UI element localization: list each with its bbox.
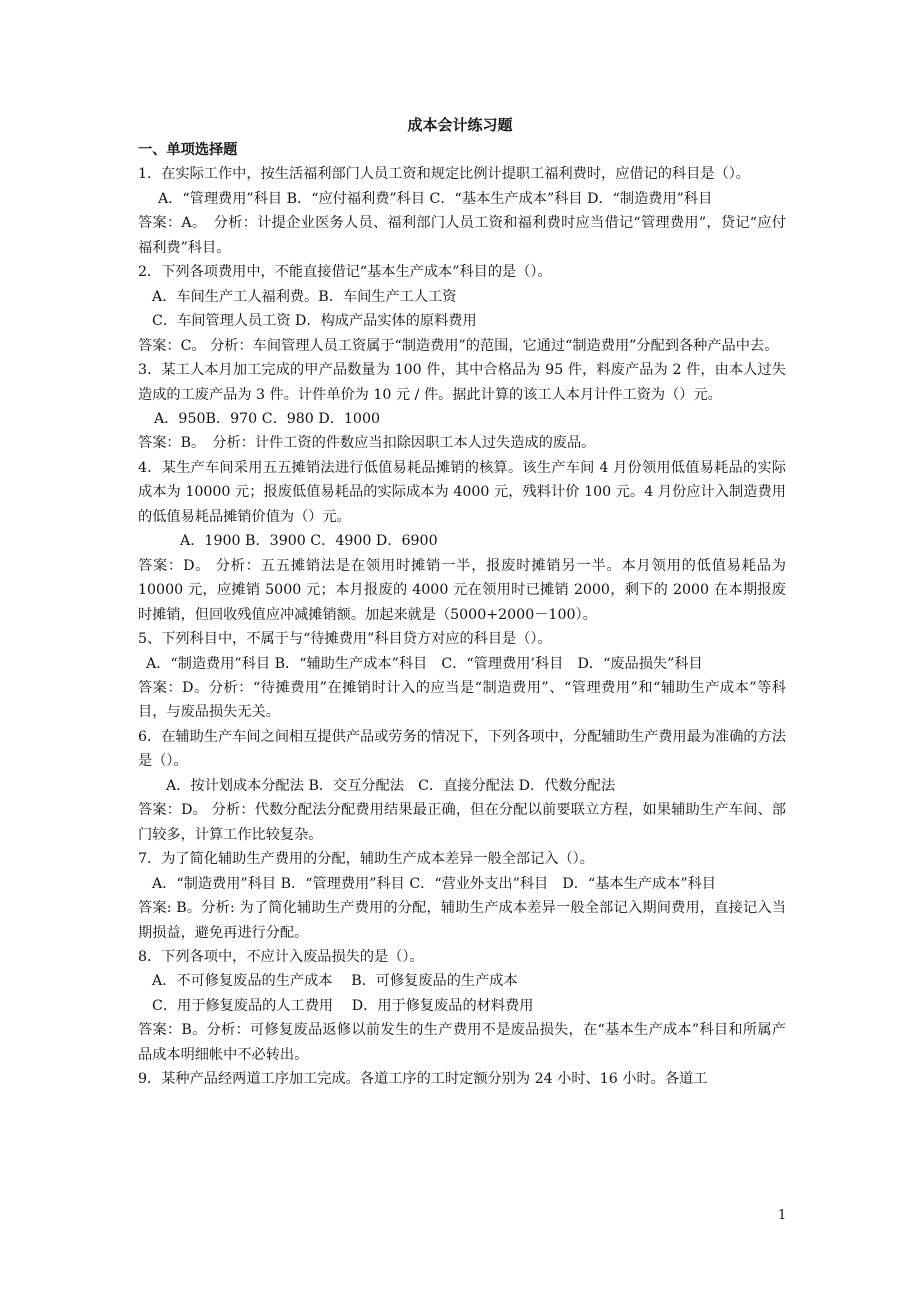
- question-5-options: A．“制造费用”科目 B．“辅助生产成本”科目 C．“管理费用’科目 D．“废品损失”科目: [146, 655, 703, 672]
- question-4-answer: 答案：D。 分析：五五摊销法是在领用时摊销一半，报废时摊销另一半。本月领用的低值易耗品为 10000 元，应摊销 5000 元；本月报废的 4000 元在领用时已摊销 2000，剩下的 2000 在本期报废时摊销，但回收残值应冲减摊销额。加起来就是（5000+2000－100）。: [138, 557, 786, 623]
- question-8-options-ab: A．不可修复废品的生产成本 B．可修复废品的生产成本: [152, 973, 518, 990]
- question-4: 4．某生产车间采用五五摊销法进行低值易耗品摊销的核算。该生产车间 4 月份领用低值易耗品的实际成本为 10000 元；报废低值易耗品的实际成本为 4000 元，残料计价 100 元。4 月份应计入制造费用的低值易耗品摊销价值为（）元。: [138, 459, 786, 525]
- question-3: 3．某工人本月加工完成的甲产品数量为 100 件，其中合格品为 95 件，料废产品为 2 件，由本人过失造成的工废产品为 3 件。计件单价为 10 元 / 件。据此计算的该工人本月计件工资为（）元。: [138, 362, 786, 403]
- section-heading: 一、单项选择题: [138, 142, 238, 158]
- question-5-answer: 答案：D。分析：“待摊费用”在摊销时计入的应当是“制造费用”、“管理费用”和“辅助生产成本”等科目，与废品损失无关。: [138, 679, 786, 721]
- question-9: 9．某种产品经两道工序加工完成。各道工序的工时定额分别为 24 小时、16 小时。各道工: [138, 1071, 708, 1088]
- document-body: [138, 138, 786, 1092]
- question-8: 8．下列各项中，不应计入废品损失的是（）。: [138, 948, 424, 965]
- question-1: 1．在实际工作中，按生活福利部门人员工资和规定比例计提职工福利费时，应借记的科目是（）。: [138, 166, 750, 183]
- question-1-answer: 答案：A。 分析：计提企业医务人员、福利部门人员工资和福利费时应当借记“管理费用”，贷记“应付福利费”科目。: [138, 215, 786, 256]
- question-7: 7．为了简化辅助生产费用的分配，辅助生产成本差异一般全部记入（）。: [138, 851, 594, 868]
- question-2: 2．下列各项费用中，不能直接借记“基本生产成本”科目的是（）。: [138, 264, 552, 281]
- question-7-answer: 答案: B。分析: 为了简化辅助生产费用的分配，辅助生产成本差异一般全部记入期间费用，直接记入当期损益，避免再进行分配。: [138, 900, 786, 941]
- question-3-options: A．950B．970 C．980 D．1000: [154, 410, 381, 427]
- question-6: 6．在辅助生产车间之间相互提供产品或劳务的情况下，下列各项中，分配辅助生产费用最为准确的方法是（）。: [138, 728, 786, 770]
- question-8-answer: 答案：B。分析：可修复废品返修以前发生的生产费用不是废品损失，在“基本生产成本”科目和所属产品成本明细帐中不必转出。: [138, 1022, 786, 1063]
- question-6-answer: 答案：D。 分析：代数分配法分配费用结果最正确，但在分配以前要联立方程，如果辅助生产车间、部门较多，计算工作比较复杂。: [138, 802, 786, 843]
- question-2-answer: 答案：C。 分析：车间管理人员工资属于“制造费用”的范围，它通过“制造费用”分配到各种产品中去。: [138, 337, 779, 354]
- question-4-options: A．1900 B．3900 C．4900 D．6900: [180, 533, 438, 550]
- question-8-options-cd: C．用于修复废品的人工费用 D．用于修复废品的材料费用: [152, 997, 534, 1014]
- question-2-options-cd: C．车间管理人员工资 D．构成产品实体的原料费用: [152, 313, 477, 330]
- question-2-options-ab: A．车间生产工人福利费。B．车间生产工人工资: [152, 288, 457, 305]
- question-5: 5、下列科目中，不属于与“待摊费用”科目贷方对应的科目是（）。: [138, 631, 552, 648]
- question-3-answer: 答案：B。 分析：计件工资的件数应当扣除因职工本人过失造成的废品。: [138, 435, 596, 452]
- question-7-options: A．“制造费用”科目 B．“管理费用”科目 C．“营业外支出”科目 D．“基本生产成本”科目: [152, 875, 716, 892]
- page-number: 1: [778, 1208, 787, 1223]
- question-6-options: A．按计划成本分配法 B．交互分配法 C．直接分配法 D．代数分配法: [166, 777, 616, 794]
- question-1-options: A．“管理费用”科目 B．“应付福利费”科目 C．“基本生产成本”科目 D．“制造费用”科目: [158, 190, 713, 207]
- document-title: 成本会计练习题: [407, 116, 513, 134]
